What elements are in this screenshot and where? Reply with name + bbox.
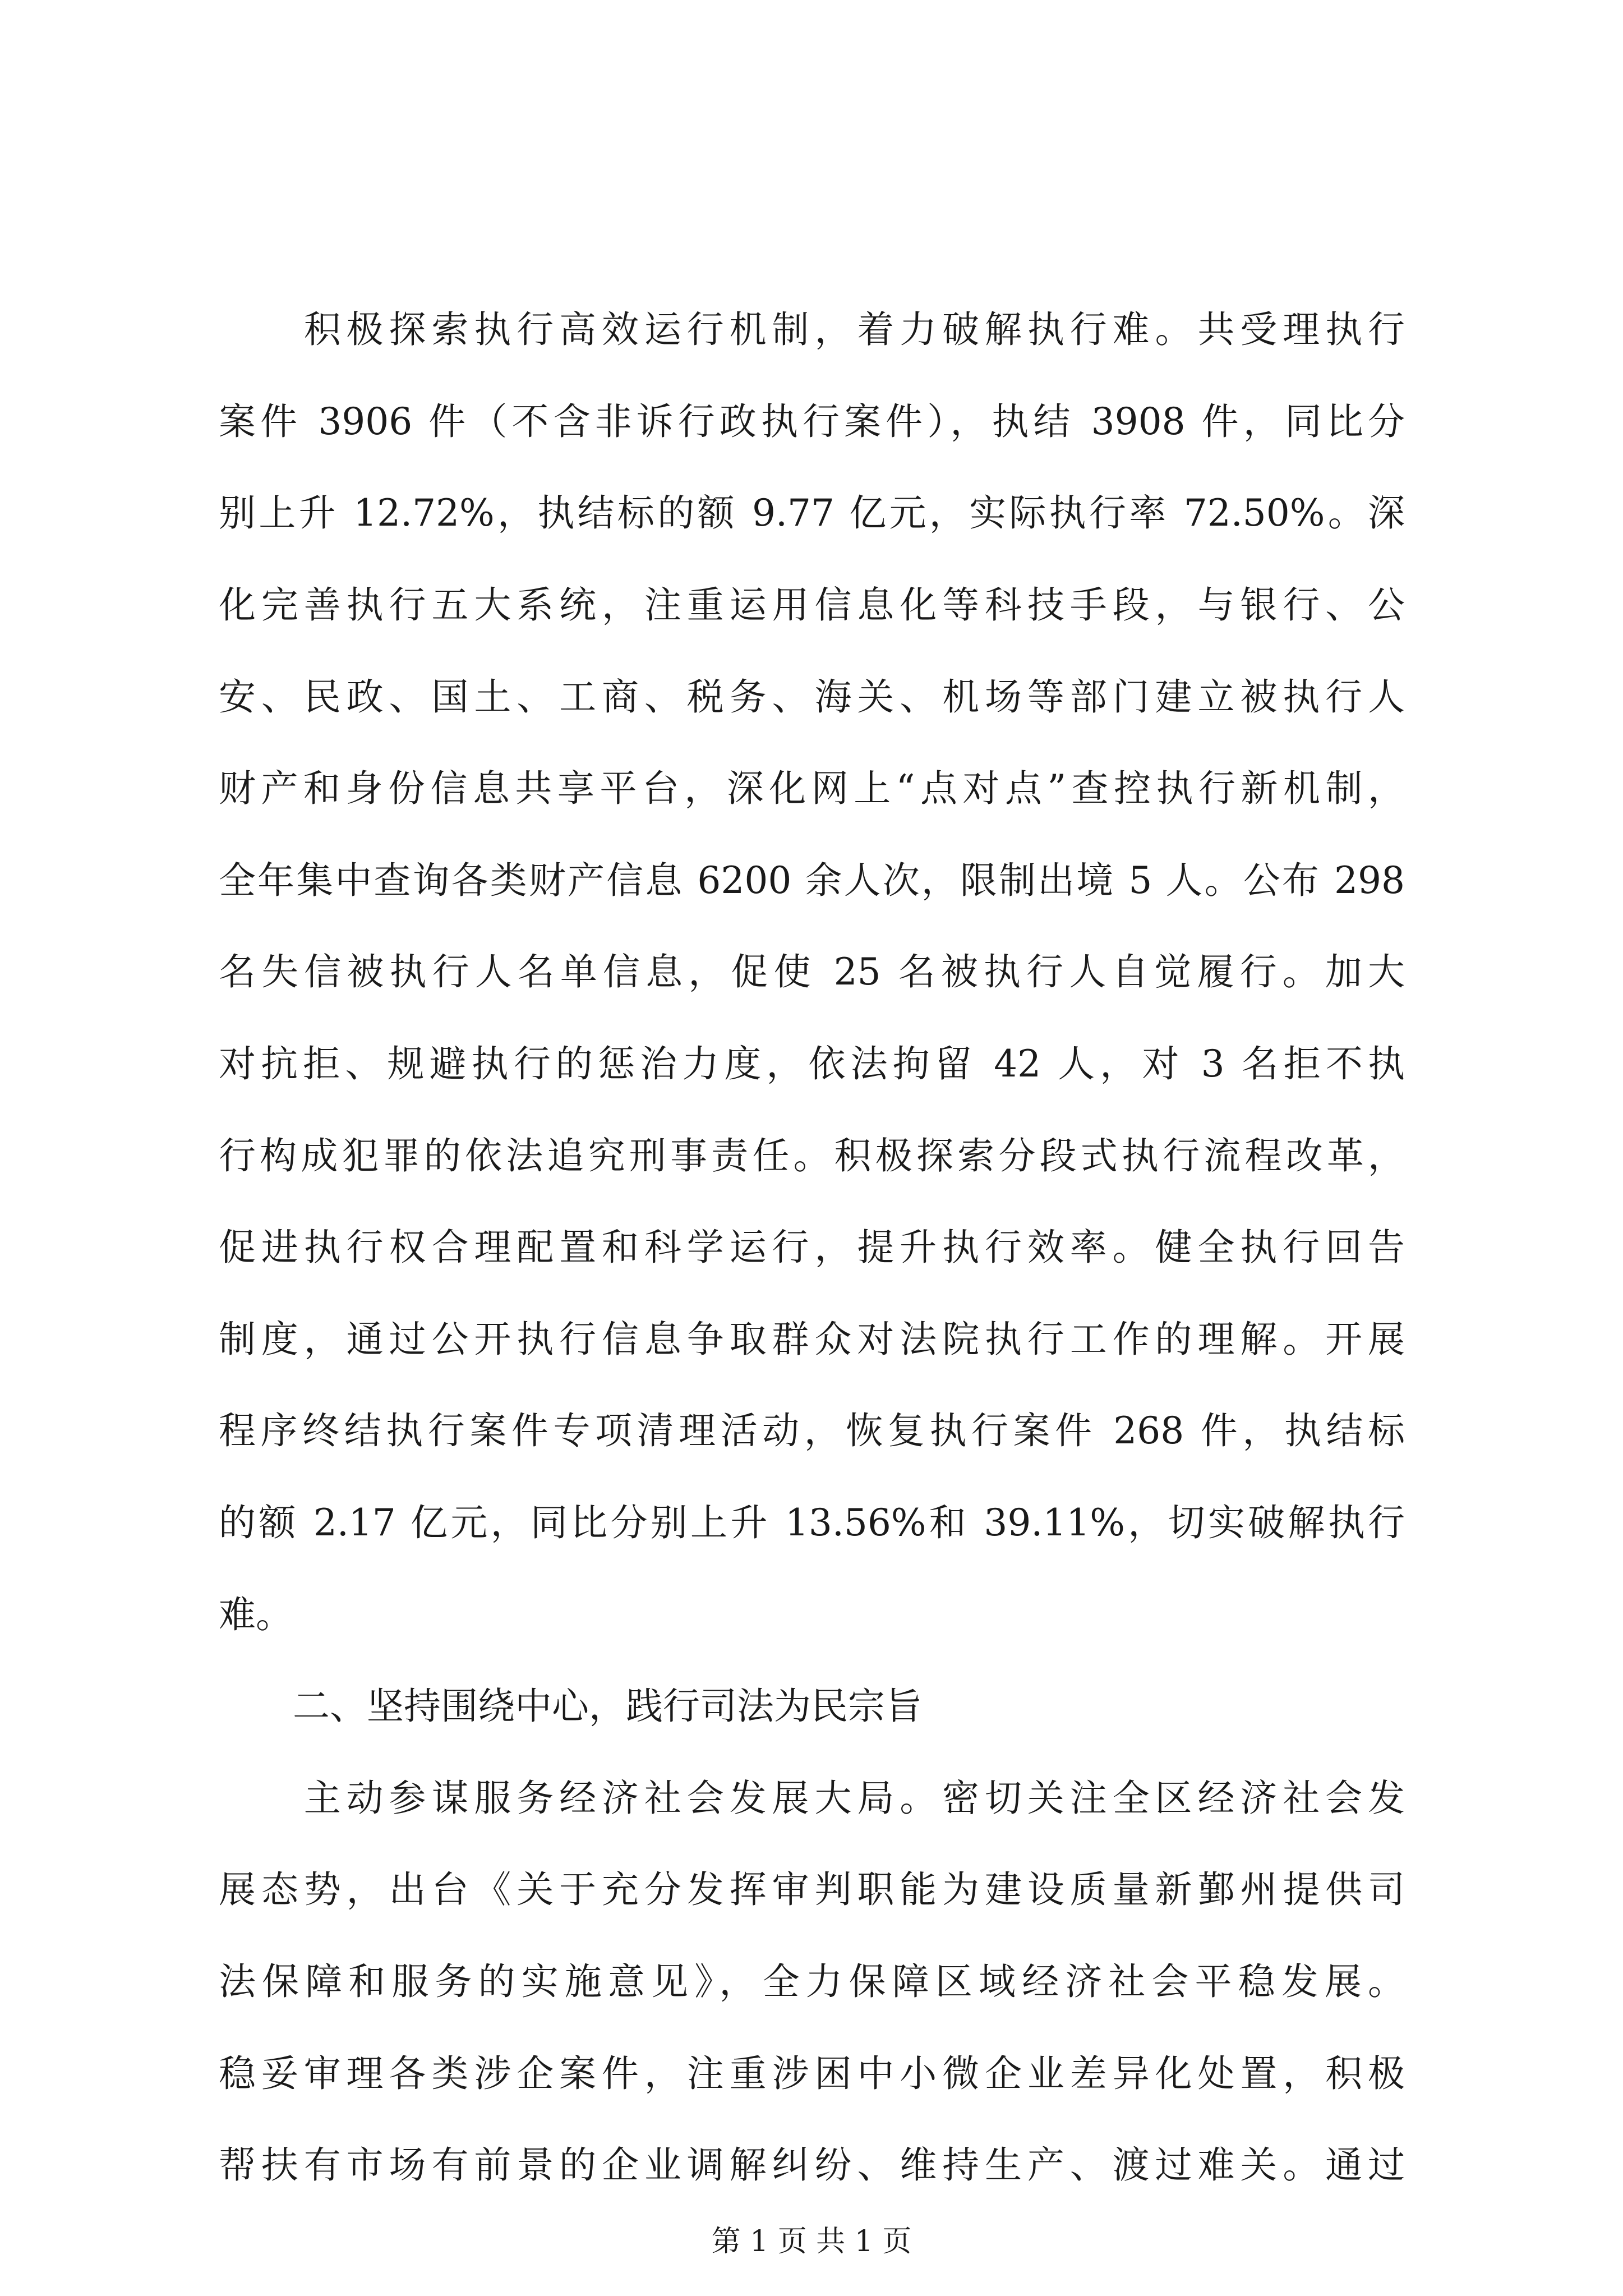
body-text-line: 对抗拒、规避执行的惩治力度，依法拘留 42 人，对 3 名拒不执 <box>219 1042 1405 1085</box>
page-footer: 第 1 页 共 1 页 <box>711 2225 912 2258</box>
body-text-line: 名失信被执行人名单信息，促使 25 名被执行人自觉履行。加大 <box>219 950 1405 993</box>
body-text-line: 别上升 12.72%，执结标的额 9.77 亿元，实际执行率 72.50%。深 <box>219 491 1405 535</box>
body-text-line: 行构成犯罪的依法追究刑事责任。积极探索分段式执行流程改革， <box>219 1134 1405 1177</box>
body-text-line: 展态势，出台《关于充分发挥审判职能为建设质量新鄞州提供司 <box>219 1868 1405 1911</box>
body-text-line: 的额 2.17 亿元，同比分别上升 13.56%和 39.11%，切实破解执行 <box>219 1501 1405 1544</box>
body-text-line: 全年集中查询各类财产信息 6200 余人次，限制出境 5 人。公布 298 <box>219 859 1405 902</box>
body-text-line: 财产和身份信息共享平台，深化网上“点对点”查控执行新机制， <box>219 767 1405 810</box>
body-text-line: 制度，通过公开执行信息争取群众对法院执行工作的理解。开展 <box>219 1318 1405 1361</box>
body-text-line: 积极探索执行高效运行机制，着力破解执行难。共受理执行 <box>219 308 1405 351</box>
body-text-line: 化完善执行五大系统，注重运用信息化等科技手段，与银行、公 <box>219 583 1405 627</box>
body-text-line: 案件 3906 件（不含非诉行政执行案件），执结 3908 件，同比分 <box>219 400 1405 443</box>
body-text-line: 安、民政、国土、工商、税务、海关、机场等部门建立被执行人 <box>219 675 1405 719</box>
body-text-line: 促进执行权合理配置和科学运行，提升执行效率。健全执行回告 <box>219 1226 1405 1269</box>
body-text-line: 帮扶有市场有前景的企业调解纠纷、维持生产、渡过难关。通过 <box>219 2143 1405 2187</box>
body-text-line: 稳妥审理各类涉企案件，注重涉困中小微企业差异化处置，积极 <box>219 2052 1405 2095</box>
body-text-line: 程序终结执行案件专项清理活动，恢复执行案件 268 件，执结标 <box>219 1409 1405 1452</box>
section-heading: 二、坚持围绕中心，践行司法为民宗旨 <box>219 1685 922 1728</box>
body-text-line: 难。 <box>219 1593 293 1636</box>
body-text-line: 法保障和服务的实施意见》，全力保障区域经济社会平稳发展。 <box>219 1960 1405 2003</box>
body-text-line: 主动参谋服务经济社会发展大局。密切关注全区经济社会发 <box>219 1777 1405 1820</box>
